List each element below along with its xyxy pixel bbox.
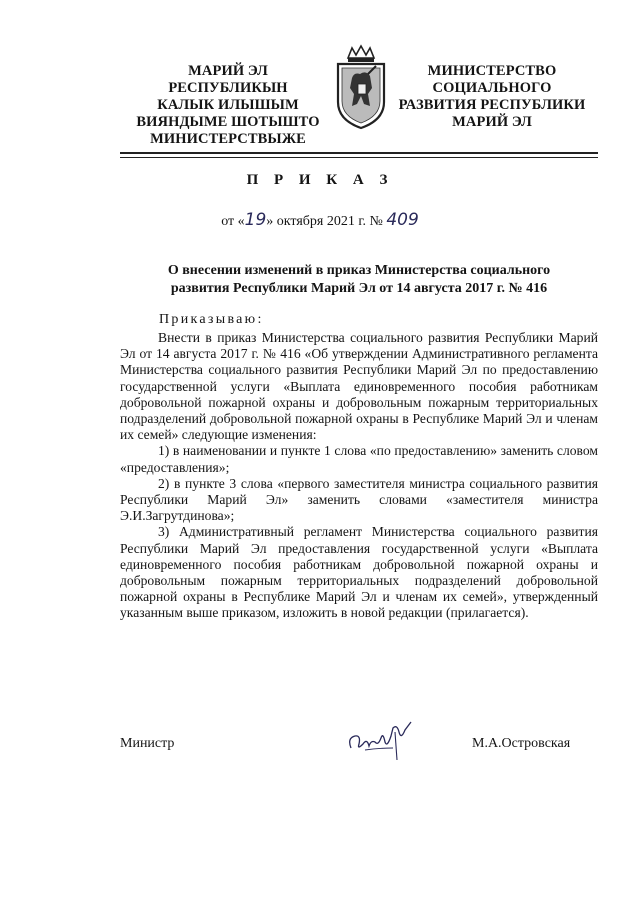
header-left-line: МАРИЙ ЭЛ: [188, 63, 268, 79]
body-paragraph: 3) Административный регламент Министерства социального развития Республики Марий Эл предоставления государственной услуги «Выплата единовременного пособия работникам добровольной пожарной охраны и добровольным пожарным территориальных подразделений добровольной пожарной охраны в Республике Марий Эл и членам их семей», утвержденный указанным выше приказом, изложить в новой редакции (прилагается).: [120, 524, 598, 621]
header-left-line: КАЛЫК ИЛЫШЫМ: [157, 97, 299, 113]
document-body: [120, 330, 598, 622]
header-right-line: СОЦИАЛЬНОГО: [432, 80, 552, 96]
coat-of-arms-icon: [330, 44, 392, 130]
subject-line: развития Республики Марий Эл от 14 августа 2017 г. № 416: [170, 281, 548, 296]
body-paragraph: 2) в пункте 3 слова «первого заместителя министра социального развития Республики Марий Эл» заменить словами «заместителя министра Э.И.Загрутдинова»;: [120, 475, 598, 524]
signer-title: Министр: [120, 736, 175, 751]
header-left-marij: [128, 63, 328, 148]
body-paragraph: Внести в приказ Министерства социального развития Республики Марий Эл от 14 августа 2017 г. № 416 «Об утверждении Административного регламента Министерства социального развития Республики Марий Эл по предоставлению государственной услуги «Выплата единовременного пособия работникам добровольной пожарной охраны и добровольным пожарным территориальных подразделений добровольной пожарной охраны в Республике Марий Эл и членам их семей» следующие изменения:: [120, 330, 598, 443]
date-day: 19: [244, 210, 267, 230]
header-left-line: ВИЯНДЫМЕ ШОТЫШТО: [136, 114, 320, 130]
date-prefix: от «: [221, 214, 245, 229]
document-subject: [120, 262, 598, 298]
header-right-ministry: [392, 63, 592, 131]
header-divider-thin: [120, 157, 598, 158]
header-right-line: МАРИЙ ЭЛ: [452, 114, 532, 130]
signer-name: М.А.Островская: [472, 736, 571, 751]
document-title: П Р И К А З: [246, 172, 394, 188]
date-middle: » октября 2021 г. №: [266, 214, 383, 229]
header-left-line: РЕСПУБЛИКЫН: [168, 80, 288, 96]
document-number: 409: [386, 210, 419, 230]
body-paragraph: 1) в наименовании и пункте 1 слова «по предоставлению» заменить словом «предоставления»;: [120, 443, 598, 475]
handwritten-signature-icon: [345, 718, 415, 764]
subject-line: О внесении изменений в приказ Министерства социального: [167, 263, 551, 278]
document-dateline: [0, 210, 640, 230]
header-divider-thick: [120, 152, 598, 154]
header-right-line: РАЗВИТИЯ РЕСПУБЛИКИ: [398, 97, 586, 113]
header-right-line: МИНИСТЕРСТВО: [427, 63, 557, 79]
header-left-line: МИНИСТЕРСТВЫЖЕ: [150, 131, 306, 147]
order-word: Приказываю:: [159, 312, 264, 327]
